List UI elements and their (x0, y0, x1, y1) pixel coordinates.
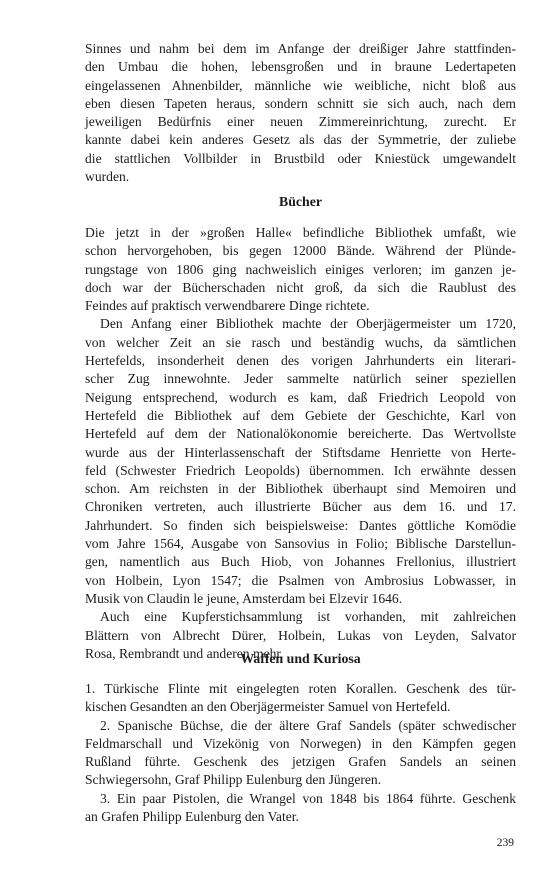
page-number: 239 (496, 837, 514, 849)
text-line: von Holbein, Lyon 1547; die Psalmen von Ambrosius Lobwasser, in (85, 572, 516, 588)
text-line: von welcher Zeit an sie rasch und beständig wuchs, da sämtlichen (85, 334, 516, 350)
waffen-section (85, 680, 516, 826)
text-line: wurden. (85, 169, 130, 185)
text-line: eingelassenen Ahnenbilder, männliche wie weibliche, nicht bloß aus (85, 77, 516, 93)
text-line: kischen Gesandten an den Oberjägermeister Samuel von Hertefeld. (85, 699, 451, 715)
text-line: den Umbau die hohen, lebensgroßen und in braune Ledertapeten (85, 59, 516, 75)
text-line: feld (Schwester Friedrich Leopolds) übernommen. Ich erwähnte dessen (85, 462, 516, 478)
text-line: Blättern von Albrecht Dürer, Holbein, Lukas von Leyden, Salvator (85, 627, 516, 643)
text-line: Neigung entsprechend, wodurch es kam, daß Friedrich Leopold von (85, 389, 516, 405)
text-line: kannte dabei kein anderes Gesetz als das der Symmetrie, der zuliebe (85, 132, 516, 148)
text-line: Hertefelds, insonderheit denen des vorigen Jahrhunderts ein literari- (85, 353, 516, 369)
text-line: vom Jahre 1564, Ausgabe von Sansovius in Folio; Biblische Darstellun- (85, 536, 516, 552)
text-line: Schwiegersohn, Graf Philipp Eulenburg den Jüngeren. (85, 772, 382, 788)
text-line: Jahrhundert. So finden sich beispielsweise: Dantes göttliche Komödie (85, 517, 516, 533)
text-line: rungstage von 1806 ging nachweislich einiges verloren; im ganzen je- (85, 261, 516, 277)
text-line: eben diesen Tapeten heraus, sondern schnitt sie sich auch, nach dem (85, 95, 516, 111)
intro-paragraph (85, 40, 516, 186)
text-line: Feindes auf praktisch verwendbarere Dinge richtete. (85, 298, 370, 314)
text-line: 1. Türkische Flinte mit eingelegten roten Korallen. Geschenk des tür- (85, 681, 516, 696)
text-line: an Grafen Philipp Eulenburg den Vater. (85, 809, 299, 825)
text-line: schon. Am reichsten in der Bibliothek überhaupt sind Memoiren und (85, 481, 516, 497)
text-line: 2. Spanische Büchse, die der ältere Graf Sandels (später schwedischer (100, 717, 516, 733)
text-line: Feldmarschall und Vizekönig von Norwegen) in den Kämpfen gegen (85, 735, 516, 751)
section-heading-buecher: Bücher (279, 194, 322, 209)
text-line: 3. Ein paar Pistolen, die Wrangel von 1848 bis 1864 führte. Geschenk (100, 790, 516, 806)
text-line: Musik von Claudin le jeune, Amsterdam bei Elzevir 1646. (85, 590, 403, 606)
text-line: Hertefeld die Bibliothek auf dem Gebiete der Geschichte, Karl von (85, 407, 516, 423)
text-line: die stattlichen Vollbilder in Brustbild oder Kniestück umgewandelt (85, 150, 516, 166)
text-line: Sinnes und nahm bei dem im Anfange der dreißiger Jahre stattfinden- (85, 41, 516, 56)
text-line: doch war der Bücherschaden nicht groß, da sich die Raublust des (85, 279, 516, 295)
text-line: Auch eine Kupferstichsammlung ist vorhanden, mit zahlreichen (100, 609, 516, 625)
text-line: wurde aus der Hinterlassenschaft der Stiftsdame Henriette von Herte- (85, 444, 516, 460)
text-line: Rosa, Rembrandt und anderen mehr. (85, 645, 284, 661)
text-line: Chroniken vertreten, auch illustrierte Bücher aus dem 16. und 17. (85, 499, 516, 515)
buecher-section (85, 224, 516, 663)
text-line: scher Zug innewohnte. Jeder sammelte natürlich seiner speziellen (85, 371, 516, 387)
text-line: schon hervorgehoben, bis gegen 12000 Bände. Während der Plünde- (85, 243, 516, 259)
text-line: gen, namentlich aus Buch Hiob, von Johannes Frellonius, illustriert (85, 554, 516, 570)
section-heading-waffen: Waffen und Kuriosa (240, 651, 361, 666)
text-line: Die jetzt in der »großen Halle« befindliche Bibliothek umfaßt, wie (85, 225, 516, 240)
text-line: Rußland führte. Geschenk des jetzigen Grafen Sandels an seinen (85, 754, 516, 770)
text-line: Den Anfang einer Bibliothek machte der Oberjägermeister um 1720, (100, 316, 516, 332)
text-line: Hertefeld auf dem der Nationalökonomie bereicherte. Das Wertvollste (85, 426, 516, 442)
text-line: jeweiligen Bedürfnis einer neuen Zimmereinrichtung, zurecht. Er (85, 114, 516, 130)
